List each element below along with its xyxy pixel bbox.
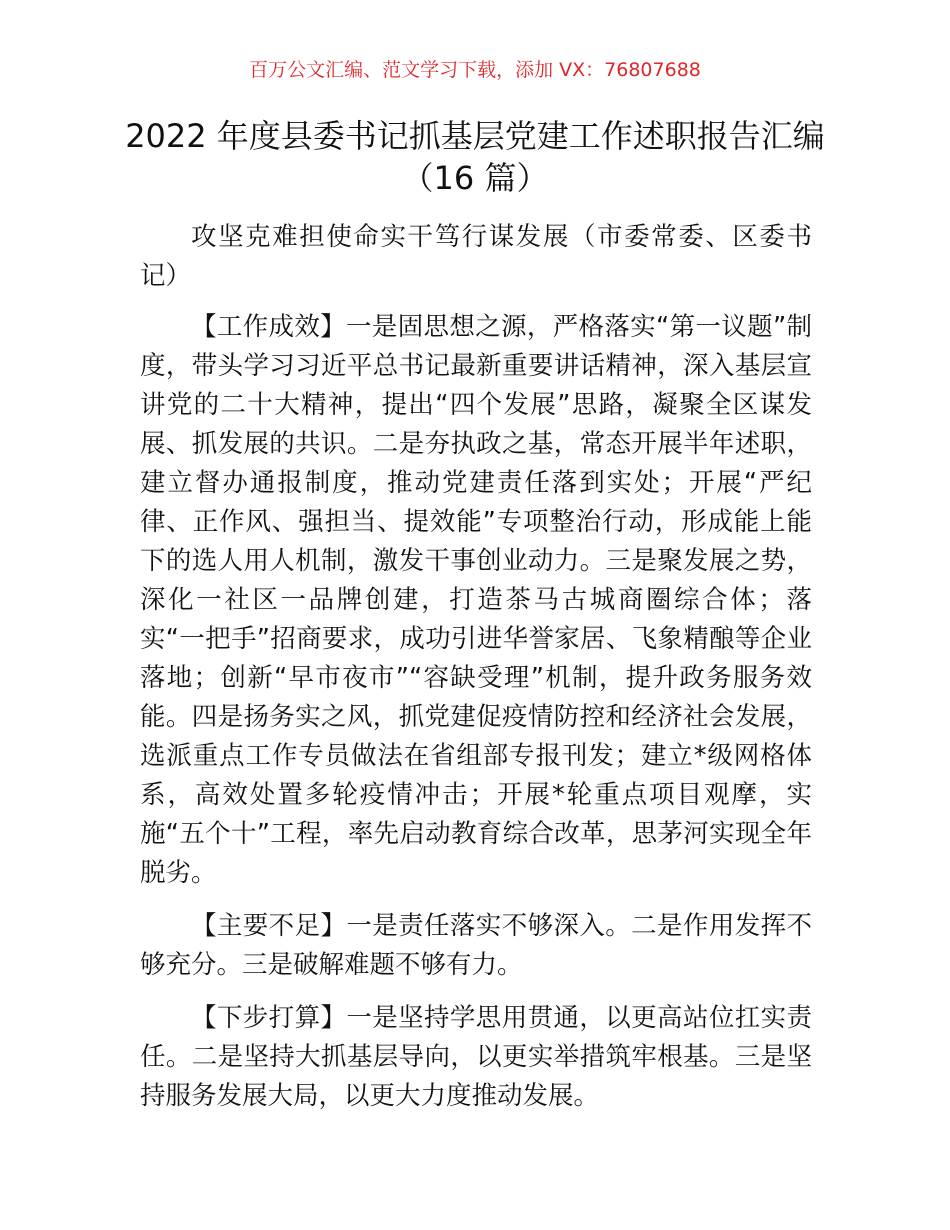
paragraph-shortcomings: 【主要不足】一是责任落实不够深入。二是作用发挥不够充分。三是破解难题不够有力。 [140, 911, 812, 980]
paragraph-work-results: 【工作成效】一是固思想之源，严格落实“第一议题”制度，带头学习习近平总书记最新重要讲话精神，深入基层宣讲党的二十大精神，提出“四个发展”思路，凝聚全区谋发展、抓发展的共识。二是夯执政之基，常态开展半年述职，建立督办通报制度，推动党建责任落到实处；开展“严纪律、正作风、强担当、提效能”专项整治行动，形成能上能下的选人用人机制，激发干事创业动力。三是聚发展之势，深化一社区一品牌创建，打造茶马古城商圈综合体；落实“一把手”招商要求，成功引进华誉家居、飞象精酿等企业落地；创新“早市夜市”“容缺受理”机制，提升政务服务效能。四是扬务实之风，抓党建促疫情防控和经济社会发展，选派重点工作专员做法在省组部专报刊发；建立*级网格体系，高效处置多轮疫情冲击；开展*轮重点项目观摩，实施“五个十”工程，率先启动教育综合改革，思茅河实现全年脱劣。 [140, 312, 812, 888]
document-title: 2022 年度县委书记抓基层党建工作述职报告汇编（16 篇） [125, 117, 825, 197]
section-subtitle: 攻坚克难担使命实干笃行谋发展（市委常委、区委书记） [140, 222, 812, 291]
watermark-banner: 百万公文汇编、范文学习下载，添加 VX：76807688 [249, 59, 701, 81]
paragraph-next-steps: 【下步打算】一是坚持学思用贯通，以更高站位扛实责任。二是坚持大抓基层导向，以更实举措筑牢根基。三是坚持服务发展大局，以更大力度推动发展。 [140, 1003, 812, 1111]
document-body [140, 218, 812, 1130]
